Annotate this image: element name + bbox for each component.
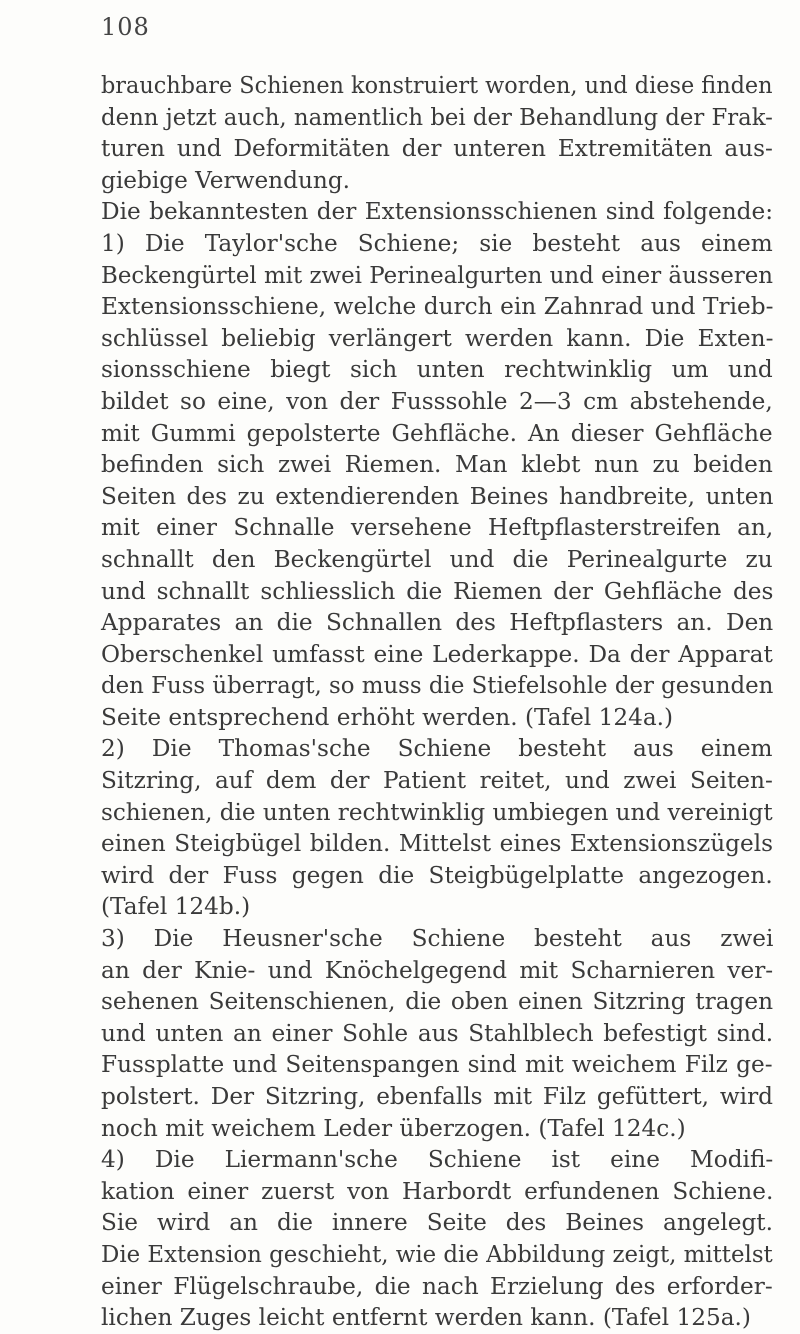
text-line: den Fuss überragt, so muss die Stiefelsohle der gesunden bbox=[101, 672, 774, 700]
text-line: lichen Zuges leicht entfernt werden kann. (Tafel 125a.) bbox=[101, 1304, 751, 1332]
text-line: polstert. Der Sitzring, ebenfalls mit Filz gefüttert, wird bbox=[101, 1083, 774, 1110]
text-line: Extensionsschiene, welche durch ein Zahnrad und Trieb- bbox=[101, 293, 774, 321]
text-line: und unten an einer Sohle aus Stahlblech befestigt sind. bbox=[101, 1019, 774, 1047]
text-line: Die Extension geschieht, wie die Abbildung zeigt, mittelst bbox=[101, 1240, 773, 1268]
text-line: befinden sich zwei Riemen. Man klebt nun zu beiden bbox=[101, 451, 773, 479]
text-line: wird der Fuss gegen die Steigbügelplatte angezogen. bbox=[101, 861, 773, 889]
text-line: (Tafel 124b.) bbox=[101, 893, 251, 921]
text-line: Sitzring, auf dem der Patient reitet, und zwei Seiten- bbox=[101, 767, 773, 795]
text-line: Sie wird an die innere Seite des Beines angelegt. bbox=[101, 1209, 773, 1237]
text-line: Fussplatte und Seitenspangen sind mit weichem Filz ge- bbox=[101, 1051, 773, 1079]
page-number: 108 bbox=[101, 13, 150, 41]
text-line: sionsschiene biegt sich unten rechtwinklig um und bbox=[101, 356, 773, 384]
text-line: Oberschenkel umfasst eine Lederkappe. Da der Apparat bbox=[101, 640, 773, 668]
text-line: sehenen Seitenschienen, die oben einen Sitzring tragen bbox=[101, 988, 774, 1016]
text-line: und schnallt schliesslich die Riemen der Gehfläche des bbox=[101, 577, 774, 605]
text-line: Seiten des zu extendierenden Beines handbreite, unten bbox=[101, 482, 774, 510]
text-line: schlüssel beliebig verlängert werden kann. Die Exten- bbox=[101, 324, 774, 352]
text-line: 2) Die Thomas'sche Schiene besteht aus einem bbox=[101, 735, 773, 763]
text-line: noch mit weichem Leder überzogen. (Tafel 124c.) bbox=[101, 1114, 686, 1142]
text-line: brauchbare Schienen konstruiert worden, und diese finden bbox=[101, 72, 773, 99]
body-text bbox=[101, 70, 773, 1334]
text-line: einer Flügelschraube, die nach Erzielung des erforder- bbox=[101, 1272, 773, 1300]
text-line: Seite entsprechend erhöht werden. (Tafel 124a.) bbox=[101, 703, 674, 731]
text-line: 3) Die Heusner'sche Schiene besteht aus zwei bbox=[101, 925, 774, 953]
text-line: 1) Die Taylor'sche Schiene; sie besteht aus einem bbox=[101, 229, 773, 257]
text-line: turen und Deformitäten der unteren Extremitäten aus- bbox=[101, 135, 773, 163]
text-line: mit Gummi gepolsterte Gehfläche. An dieser Gehfläche bbox=[101, 419, 773, 447]
text-line: giebige Verwendung. bbox=[101, 166, 351, 194]
text-line: 4) Die Liermann'sche Schiene ist eine Modifi- bbox=[101, 1146, 774, 1174]
text-line: Die bekanntesten der Extensionsschienen sind folgende: bbox=[101, 198, 774, 226]
text-line: Apparates an die Schnallen des Heftpflasters an. Den bbox=[101, 609, 774, 637]
text-line: einen Steigbügel bilden. Mittelst eines Extensionszügels bbox=[101, 830, 774, 858]
text-line: schnallt den Beckengürtel und die Perinealgurte zu bbox=[101, 545, 773, 573]
text-line: denn jetzt auch, namentlich bei der Behandlung der Frak- bbox=[101, 103, 773, 131]
text-line: mit einer Schnalle versehene Heftpflasterstreifen an, bbox=[101, 514, 774, 542]
text-line: an der Knie- und Knöchelgegend mit Scharnieren ver- bbox=[101, 956, 774, 984]
text-line: Beckengürtel mit zwei Perinealgurten und einer äusseren bbox=[101, 261, 774, 289]
text-line: schienen, die unten rechtwinklig umbiegen und vereinigt bbox=[101, 798, 773, 826]
text-line: kation einer zuerst von Harbordt erfundenen Schiene. bbox=[101, 1177, 774, 1205]
text-line: bildet so eine, von der Fusssohle 2—3 cm abstehende, bbox=[101, 387, 773, 415]
